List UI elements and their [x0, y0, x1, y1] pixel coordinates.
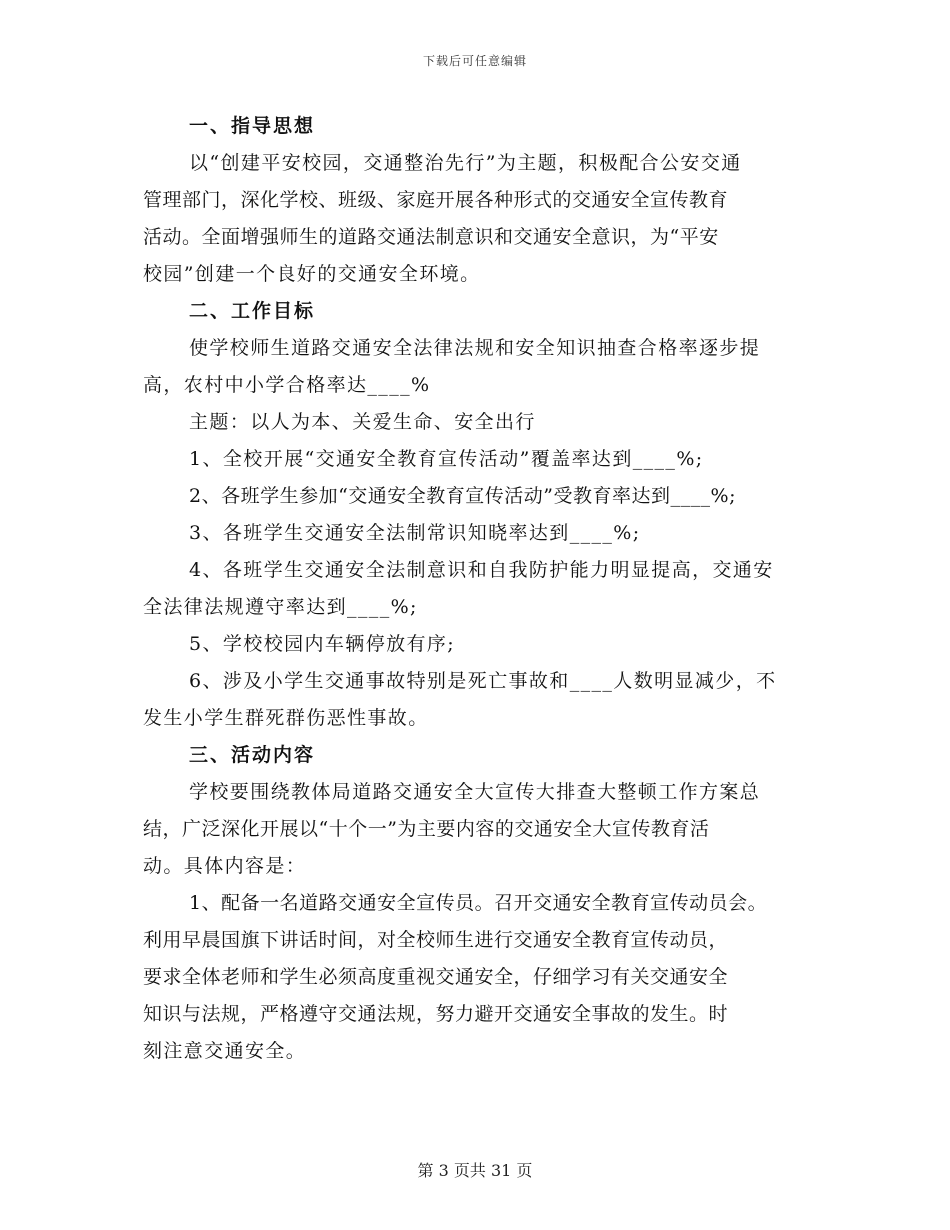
section-heading-guiding-ideology: 一、指导思想 — [189, 115, 316, 137]
paragraph-line: 全法律法规遵守率达到____%; — [143, 596, 418, 618]
paragraph-line: 活动。全面增强师生的道路交通法制意识和交通安全意识，为“平安 — [143, 226, 719, 248]
list-item: 2、各班学生参加“交通安全教育宣传活动”受教育率达到____%; — [189, 485, 736, 507]
paragraph-line: 主题：以人为本、关爱生命、安全出行 — [189, 411, 536, 433]
page-header: 下载后可任意编辑 — [422, 54, 527, 68]
paragraph-line: 使学校师生道路交通安全法律法规和安全知识抽查合格率逐步提 — [189, 337, 761, 359]
list-item: 3、各班学生交通安全法制常识知晓率达到____%; — [189, 522, 641, 544]
list-item: 5、学校校园内车辆停放有序; — [189, 633, 456, 655]
paragraph-line: 动。具体内容是： — [143, 855, 307, 877]
paragraph-line: 刻注意交通安全。 — [143, 1040, 307, 1062]
list-item: 6、涉及小学生交通事故特别是死亡事故和____人数明显减少，不 — [189, 670, 777, 692]
paragraph-line: 学校要围绕教体局道路交通安全大宣传大排查大整顿工作方案总 — [189, 781, 761, 803]
list-item: 4、各班学生交通安全法制意识和自我防护能力明显提高，交通安 — [189, 559, 774, 581]
paragraph-line: 以“创建平安校园，交通整治先行”为主题，积极配合公安交通 — [189, 152, 742, 174]
paragraph-line: 要求全体老师和学生必须高度重视交通安全，仔细学习有关交通安全 — [143, 966, 729, 988]
paragraph-line: 结，广泛深化开展以“十个一”为主要内容的交通安全大宣传教育活 — [143, 818, 710, 840]
page-footer: 第 3 页共 31 页 — [417, 1161, 533, 1180]
paragraph-line: 知识与法规，严格遵守交通法规，努力避开交通安全事故的发生。时 — [143, 1003, 729, 1025]
paragraph-line: 管理部门，深化学校、班级、家庭开展各种形式的交通安全宣传教育 — [143, 189, 729, 211]
document-body — [143, 108, 825, 1070]
paragraph-line: 校园”创建一个良好的交通安全环境。 — [143, 263, 481, 285]
section-heading-work-goals: 二、工作目标 — [189, 300, 316, 322]
section-heading-activity-content: 三、活动内容 — [189, 744, 316, 766]
list-item: 1、全校开展“交通安全教育宣传活动”覆盖率达到____%; — [189, 448, 704, 470]
paragraph-line: 高，农村中小学合格率达____% — [143, 374, 431, 396]
paragraph-line: 利用早晨国旗下讲话时间，对全校师生进行交通安全教育宣传动员， — [143, 929, 729, 951]
paragraph-line: 发生小学生群死群伤恶性事故。 — [143, 707, 429, 729]
list-item: 1、配备一名道路交通安全宣传员。召开交通安全教育宣传动员会。 — [189, 892, 768, 914]
